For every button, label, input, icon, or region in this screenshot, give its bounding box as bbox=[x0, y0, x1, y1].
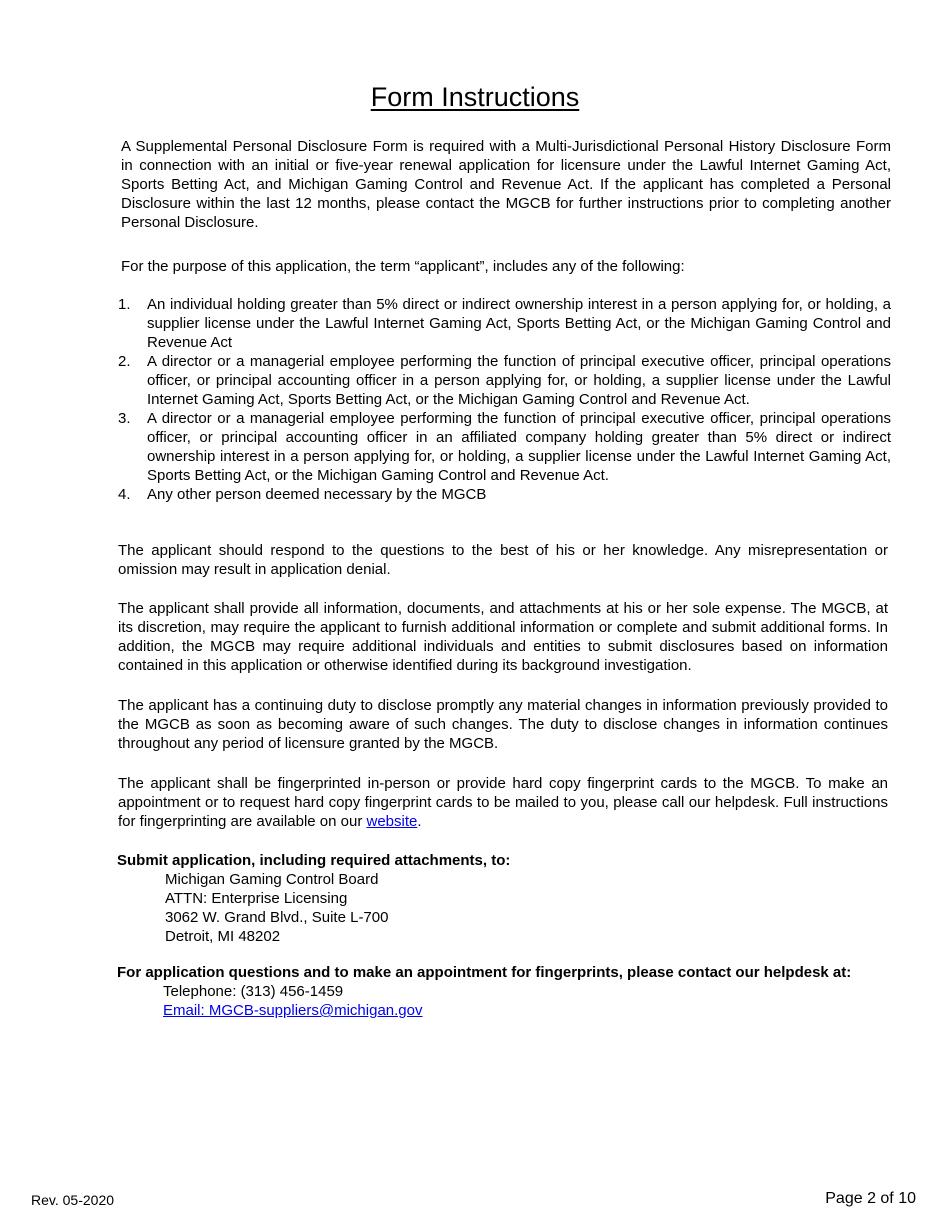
page-title: Form Instructions bbox=[370, 82, 580, 112]
intro-paragraph: A Supplemental Personal Disclosure Form is required with a Multi-Jurisdictional Personal History Disclosure Form in connection with an initial or five-year renewal application for licensure under the Lawful Internet Gaming Act, Sports Betting Act, and Michigan Gaming Control and Revenue Act. If the applicant has completed a Personal Disclosure within the last 12 months, please contact the MGCB for further instructions prior to completing another Personal Disclosure. bbox=[121, 138, 891, 231]
fingerprint-paragraph bbox=[118, 774, 888, 831]
provide-paragraph: The applicant shall provide all information, documents, and attachments at his or her sole expense. The MGCB, at its discretion, may require the applicant to furnish additional information or complete and submit additional forms. In addition, the MGCB may require additional individuals and entities to submit disclosures based on information contained in this application or otherwise identified during its background investigation. bbox=[118, 600, 888, 674]
revision-label: Rev. 05-2020 bbox=[31, 1192, 115, 1208]
list-text: A director or a managerial employee performing the function of principal executive officer, principal operations officer, or principal accounting officer in an affiliated company holding greater than 5% direct or indirect ownership interest in a person applying for, or holding, a supplier license under the Lawful Internet Gaming Act, Sports Betting Act, or the Michigan Gaming Control and Revenue Act. bbox=[147, 410, 891, 484]
purpose-paragraph: For the purpose of this application, the term “applicant”, includes any of the following: bbox=[121, 258, 685, 275]
contact-info bbox=[163, 982, 422, 1020]
list-number: 3. bbox=[118, 410, 131, 427]
email-link[interactable]: Email: MGCB-suppliers@michigan.gov bbox=[163, 1002, 423, 1019]
list-item bbox=[118, 409, 891, 485]
duty-paragraph: The applicant has a continuing duty to disclose promptly any material changes in information previously provided to the MGCB as soon as becoming aware of such changes. The duty to disclose changes in information continues throughout any period of licensure granted by the MGCB. bbox=[118, 697, 888, 752]
address-line: Michigan Gaming Control Board bbox=[165, 871, 379, 888]
list-number: 4. bbox=[118, 486, 131, 503]
address-line: Detroit, MI 48202 bbox=[165, 928, 281, 945]
fingerprint-text: The applicant shall be fingerprinted in-person or provide hard copy fingerprint cards to the MGCB. To make an appointment or to request hard copy fingerprint cards to be mailed to you, please call our helpdesk. Full instructions for fingerprinting are available on our bbox=[118, 775, 888, 830]
page-number: Page 2 of 10 bbox=[825, 1190, 916, 1207]
list-item bbox=[118, 295, 891, 352]
applicant-list bbox=[118, 295, 891, 504]
address-line: ATTN: Enterprise Licensing bbox=[165, 890, 348, 907]
list-number: 2. bbox=[118, 353, 131, 370]
list-number: 1. bbox=[118, 296, 131, 313]
fingerprint-suffix: . bbox=[417, 813, 422, 830]
mailing-address bbox=[165, 870, 388, 946]
list-item bbox=[118, 352, 891, 409]
submit-heading: Submit application, including required attachments, to: bbox=[117, 852, 511, 869]
list-item bbox=[118, 485, 891, 504]
address-line: 3062 W. Grand Blvd., Suite L-700 bbox=[165, 909, 389, 926]
list-text: An individual holding greater than 5% direct or indirect ownership interest in a person applying for, or holding, a supplier license under the Lawful Internet Gaming Act, Sports Betting Act, or the Michigan Gaming Control and Revenue Act bbox=[147, 296, 891, 351]
knowledge-paragraph: The applicant should respond to the questions to the best of his or her knowledge. Any misrepresentation or omission may result in application denial. bbox=[118, 542, 888, 578]
list-text: Any other person deemed necessary by the MGCB bbox=[147, 486, 487, 503]
telephone: Telephone: (313) 456-1459 bbox=[163, 983, 344, 1000]
website-link[interactable]: website bbox=[366, 813, 418, 830]
list-text: A director or a managerial employee performing the function of principal executive officer, principal operations officer, or principal accounting officer in a person applying for, or holding, a supplier license under the Lawful Internet Gaming Act, Sports Betting Act, or the Michigan Gaming Control and Revenue Act. bbox=[147, 353, 891, 408]
contact-heading: For application questions and to make an appointment for fingerprints, please contact our helpdesk at: bbox=[117, 964, 852, 981]
